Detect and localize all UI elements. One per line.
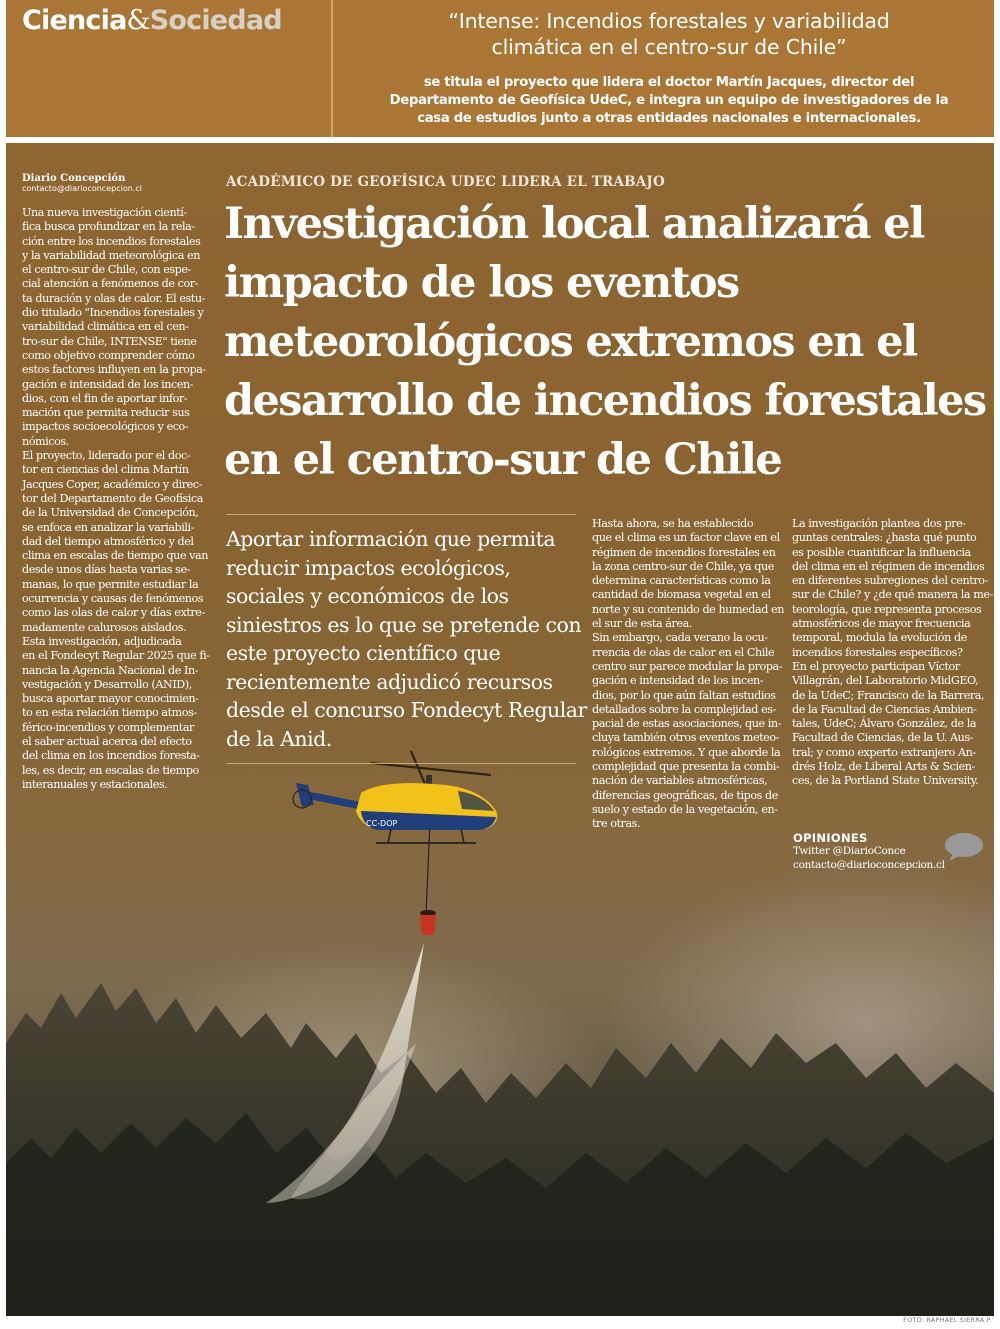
photo-credit: FOTO: RAPHAEL SIERRA P. <box>903 1316 992 1324</box>
body-text-line: interanuales y estacionales. <box>22 777 168 791</box>
skid-strut <box>388 829 391 843</box>
body-text-line: régimen de incendios forestales en <box>592 545 776 559</box>
body-text-line: Villagrán, del Laboratorio MidGEO, <box>792 674 979 688</box>
summary-line: desde el concurso Fondecyt Regular <box>226 698 587 722</box>
brand-word-sociedad: Sociedad <box>149 5 282 36</box>
body-text-line: tor del Departamento de Geofísica <box>22 491 203 505</box>
summary-rule-bottom <box>226 763 576 764</box>
body-text-line: Jacques Coper, académico y direc- <box>22 477 202 491</box>
body-text-line: la zona centro-sur de Chile, ya que <box>592 559 774 573</box>
body-text-line: estos factores influyen en la propa- <box>22 363 206 377</box>
headline-line: meteorológicos extremos en el <box>224 317 917 367</box>
header-quote-line: climática en el centro-sur de Chile” <box>491 35 847 59</box>
body-text-line: rrencia de olas de calor en el Chile <box>592 645 775 659</box>
body-text-line: del clima en el régimen de incendios <box>792 559 985 573</box>
bucket-cable <box>426 823 430 913</box>
body-text-line: es posible cuantificar la influencia <box>792 545 971 559</box>
body-text-line: manas, lo que permite estudiar la <box>22 577 199 591</box>
body-text-line: de la UdeC; Francisco de la Barrera, <box>792 688 985 702</box>
body-text-line: gación e intensidad de los incen- <box>592 674 764 688</box>
body-text-line: rológicos extremos. Y que aborde la <box>592 745 781 759</box>
header-quote-line: “Intense: Incendios forestales y variabilidad <box>448 9 890 33</box>
body-text-line: vestigación y Desarrollo (ANID), <box>22 677 192 691</box>
summary-line: este proyecto científico que <box>226 641 501 665</box>
body-text-line: dios, con el fin de aportar infor- <box>22 391 188 405</box>
body-text-line: norte y su contenido de humedad en <box>592 602 784 616</box>
headline-line: impacto de los eventos <box>224 258 739 308</box>
summary-line: siniestros es lo que se pretende con <box>226 612 582 637</box>
section-header <box>6 0 994 137</box>
body-text-line: ces, de la Portland State University. <box>792 774 979 788</box>
body-text-line: en el Fondecyt Regular 2025 que fi- <box>22 649 210 663</box>
body-text-line: de la Universidad de Concepción, <box>22 506 199 520</box>
helicopter-registration: CC-DOP <box>366 819 398 828</box>
body-text-line: y la variabilidad meteorológica en <box>22 248 200 262</box>
header-intro-line: se titula el proyecto que lidera el doctor Martín Jacques, director del <box>423 75 915 90</box>
body-text-line: nómicos. <box>22 434 69 448</box>
brand-ampersand: & <box>126 5 150 36</box>
body-text-line: pacial de estas asociaciones, que in- <box>592 717 782 731</box>
body-text-line: tral; y como experto extranjero An- <box>792 745 976 759</box>
section-brand <box>22 5 282 36</box>
body-text-line: como las olas de calor y días extre- <box>22 606 205 620</box>
body-text-line: férico-incendios y complementar <box>22 720 194 734</box>
article-panel <box>6 143 994 1316</box>
body-text-line: que el clima es un factor clave en el <box>592 531 780 545</box>
speech-bubble-icon <box>943 832 985 862</box>
body-text-line: sur de Chile? y ¿de qué manera la me- <box>792 588 993 602</box>
body-text-line: cial atención a fenómenos de cor- <box>22 277 198 291</box>
body-text-line: cantidad de biomasa vegetal en el <box>592 588 771 602</box>
byline-name: Diario Concepción <box>22 173 126 184</box>
body-text-line: en diferentes subregiones del centro- <box>792 574 988 588</box>
body-text-line: busca aportar mayor conocimien- <box>22 692 199 706</box>
skid-strut <box>461 829 464 843</box>
headline <box>224 195 994 490</box>
body-text-line: de la Facultad de Ciencias Ambien- <box>792 702 977 716</box>
body-text-line: clima en escalas de tiempo que van <box>22 549 209 563</box>
body-text-line: Facultad de Ciencias, de la U. Aus- <box>792 731 973 745</box>
body-text-line: ta duración y olas de calor. El estu- <box>22 291 205 305</box>
body-text-line: el sur de esta área. <box>592 617 692 631</box>
body-text-line: atmosféricos de mayor frecuencia <box>792 617 971 631</box>
body-text-line: centro sur parece modular la propa- <box>592 659 783 673</box>
body-text-line: gación e intensidad de los incen- <box>22 377 194 391</box>
body-text-line: dad del tiempo atmosférico y del <box>22 534 194 548</box>
body-text-line: temporal, modula la evolución de <box>792 631 967 645</box>
body-text-line: Hasta ahora, se ha establecido <box>592 517 754 530</box>
body-text-line: tre otras. <box>592 817 641 831</box>
body-column-4 <box>792 517 993 789</box>
body-text-line: complejidad que presenta la combi- <box>592 760 780 774</box>
body-text-line: incendios forestales específicos? <box>792 645 963 659</box>
headline-line: desarrollo de incendios forestales <box>224 376 986 426</box>
body-text-line: dios, por lo que aún faltan estudios <box>592 688 776 702</box>
body-text-line: madamente calurosos aislados. <box>22 620 187 634</box>
header-intro <box>336 74 1000 128</box>
opinions-email[interactable]: contacto@diarioconcepcion.cl <box>793 858 945 871</box>
body-text-line: to en esta relación tiempo atmos- <box>22 706 197 720</box>
body-text-line: nancia la Agencia Nacional de In- <box>22 663 199 677</box>
body-text-line: el centro-sur de Chile, con espe- <box>22 263 191 277</box>
body-text-line: suelo y estado de la vegetación, en- <box>592 802 778 816</box>
body-text-line: Una nueva investigación cientí- <box>22 206 187 219</box>
summary-line: de la Anid. <box>226 726 332 751</box>
header-quote <box>336 8 1000 60</box>
header-divider <box>331 0 333 137</box>
body-text-line: fica busca profundizar en la rela- <box>22 220 195 234</box>
body-text-line: dio titulado "Incendios forestales y <box>22 306 204 320</box>
helicopter <box>293 751 497 843</box>
body-text-line: mación que permita reducir sus <box>22 406 190 420</box>
summary-line: recientemente adjudicó recursos <box>226 669 553 694</box>
summary-deck <box>226 525 586 753</box>
body-text-line: impactos socioecológicos y eco- <box>22 420 189 434</box>
body-column-3 <box>592 517 784 832</box>
body-text-line: tro-sur de Chile, INTENSE" tiene <box>22 334 197 348</box>
header-intro-line: Departamento de Geofísica UdeC, e integra un equipo de investigadores de la <box>389 93 949 108</box>
body-text-line: el saber actual acerca del efecto <box>22 734 192 748</box>
body-text-line: drés Holz, de Liberal Arts & Scien- <box>792 760 975 774</box>
byline-email: contacto@diarioconcepcion.cl <box>22 184 142 193</box>
body-text-line: del clima en los incendios foresta- <box>22 749 200 763</box>
body-text-line: ción entre los incendios forestales <box>22 234 201 248</box>
body-text-line: se enfoca en analizar la variabili- <box>22 520 194 534</box>
summary-line: sociales y económicos de los <box>226 584 509 608</box>
body-text-line: detallados sobre la complejidad es- <box>592 702 776 716</box>
body-text-line: El proyecto, liderado por el doc- <box>22 449 191 463</box>
kicker: ACADÉMICO DE GEOFÍSICA UDEC LIDERA EL TRABAJO <box>226 174 665 190</box>
header-intro-line: casa de estudios junto a otras entidades nacionales e internacionales. <box>417 111 921 126</box>
body-text-line: ocurrencia y causas de fenómenos <box>22 592 204 606</box>
headline-line: Investigación local analizará el <box>224 199 924 249</box>
body-text-line: nación de variables atmosféricas, <box>592 774 768 788</box>
body-text-line: desde unos días hasta varias se- <box>22 563 190 577</box>
summary-rule-top <box>226 514 576 515</box>
body-text-line: Esta investigación, adjudicada <box>22 634 182 648</box>
body-text-line: En el proyecto participan Víctor <box>792 659 960 673</box>
body-text-line: La investigación plantea dos pre- <box>792 517 966 530</box>
headline-line: en el centro-sur de Chile <box>224 435 782 485</box>
body-text-line: cluya también otros eventos meteo- <box>592 731 779 745</box>
body-text-line: determina características como la <box>592 574 771 588</box>
opinions-twitter[interactable]: Twitter @DiarioConce <box>793 845 906 857</box>
summary-line: reducir impactos ecológicos, <box>226 555 511 580</box>
body-text-line: tales, UdeC; Álvaro González, de la <box>792 717 977 731</box>
body-text-line: variabilidad climática en el cen- <box>22 320 189 334</box>
body-text-line: diferencias geográficas, de tipos de <box>592 788 778 802</box>
body-column-1 <box>22 206 208 792</box>
main-rotor <box>371 763 491 775</box>
body-text-line: guntas centrales: ¿hasta qué punto <box>792 531 977 545</box>
summary-line: Aportar información que permita <box>226 527 556 551</box>
body-text-line: tor en ciencias del clima Martín <box>22 463 189 477</box>
body-text-line: les, es decir, en escalas de tiempo <box>22 763 199 777</box>
body-text-line: Sin embargo, cada verano la ocu- <box>592 631 768 645</box>
water-bucket <box>420 915 436 935</box>
body-text-line: como objetivo comprender cómo <box>22 348 195 362</box>
body-text-line: teorología, que representa procesos <box>792 602 982 616</box>
opinions-title: OPINIONES <box>793 831 868 845</box>
brand-word-ciencia: Ciencia <box>22 5 127 36</box>
